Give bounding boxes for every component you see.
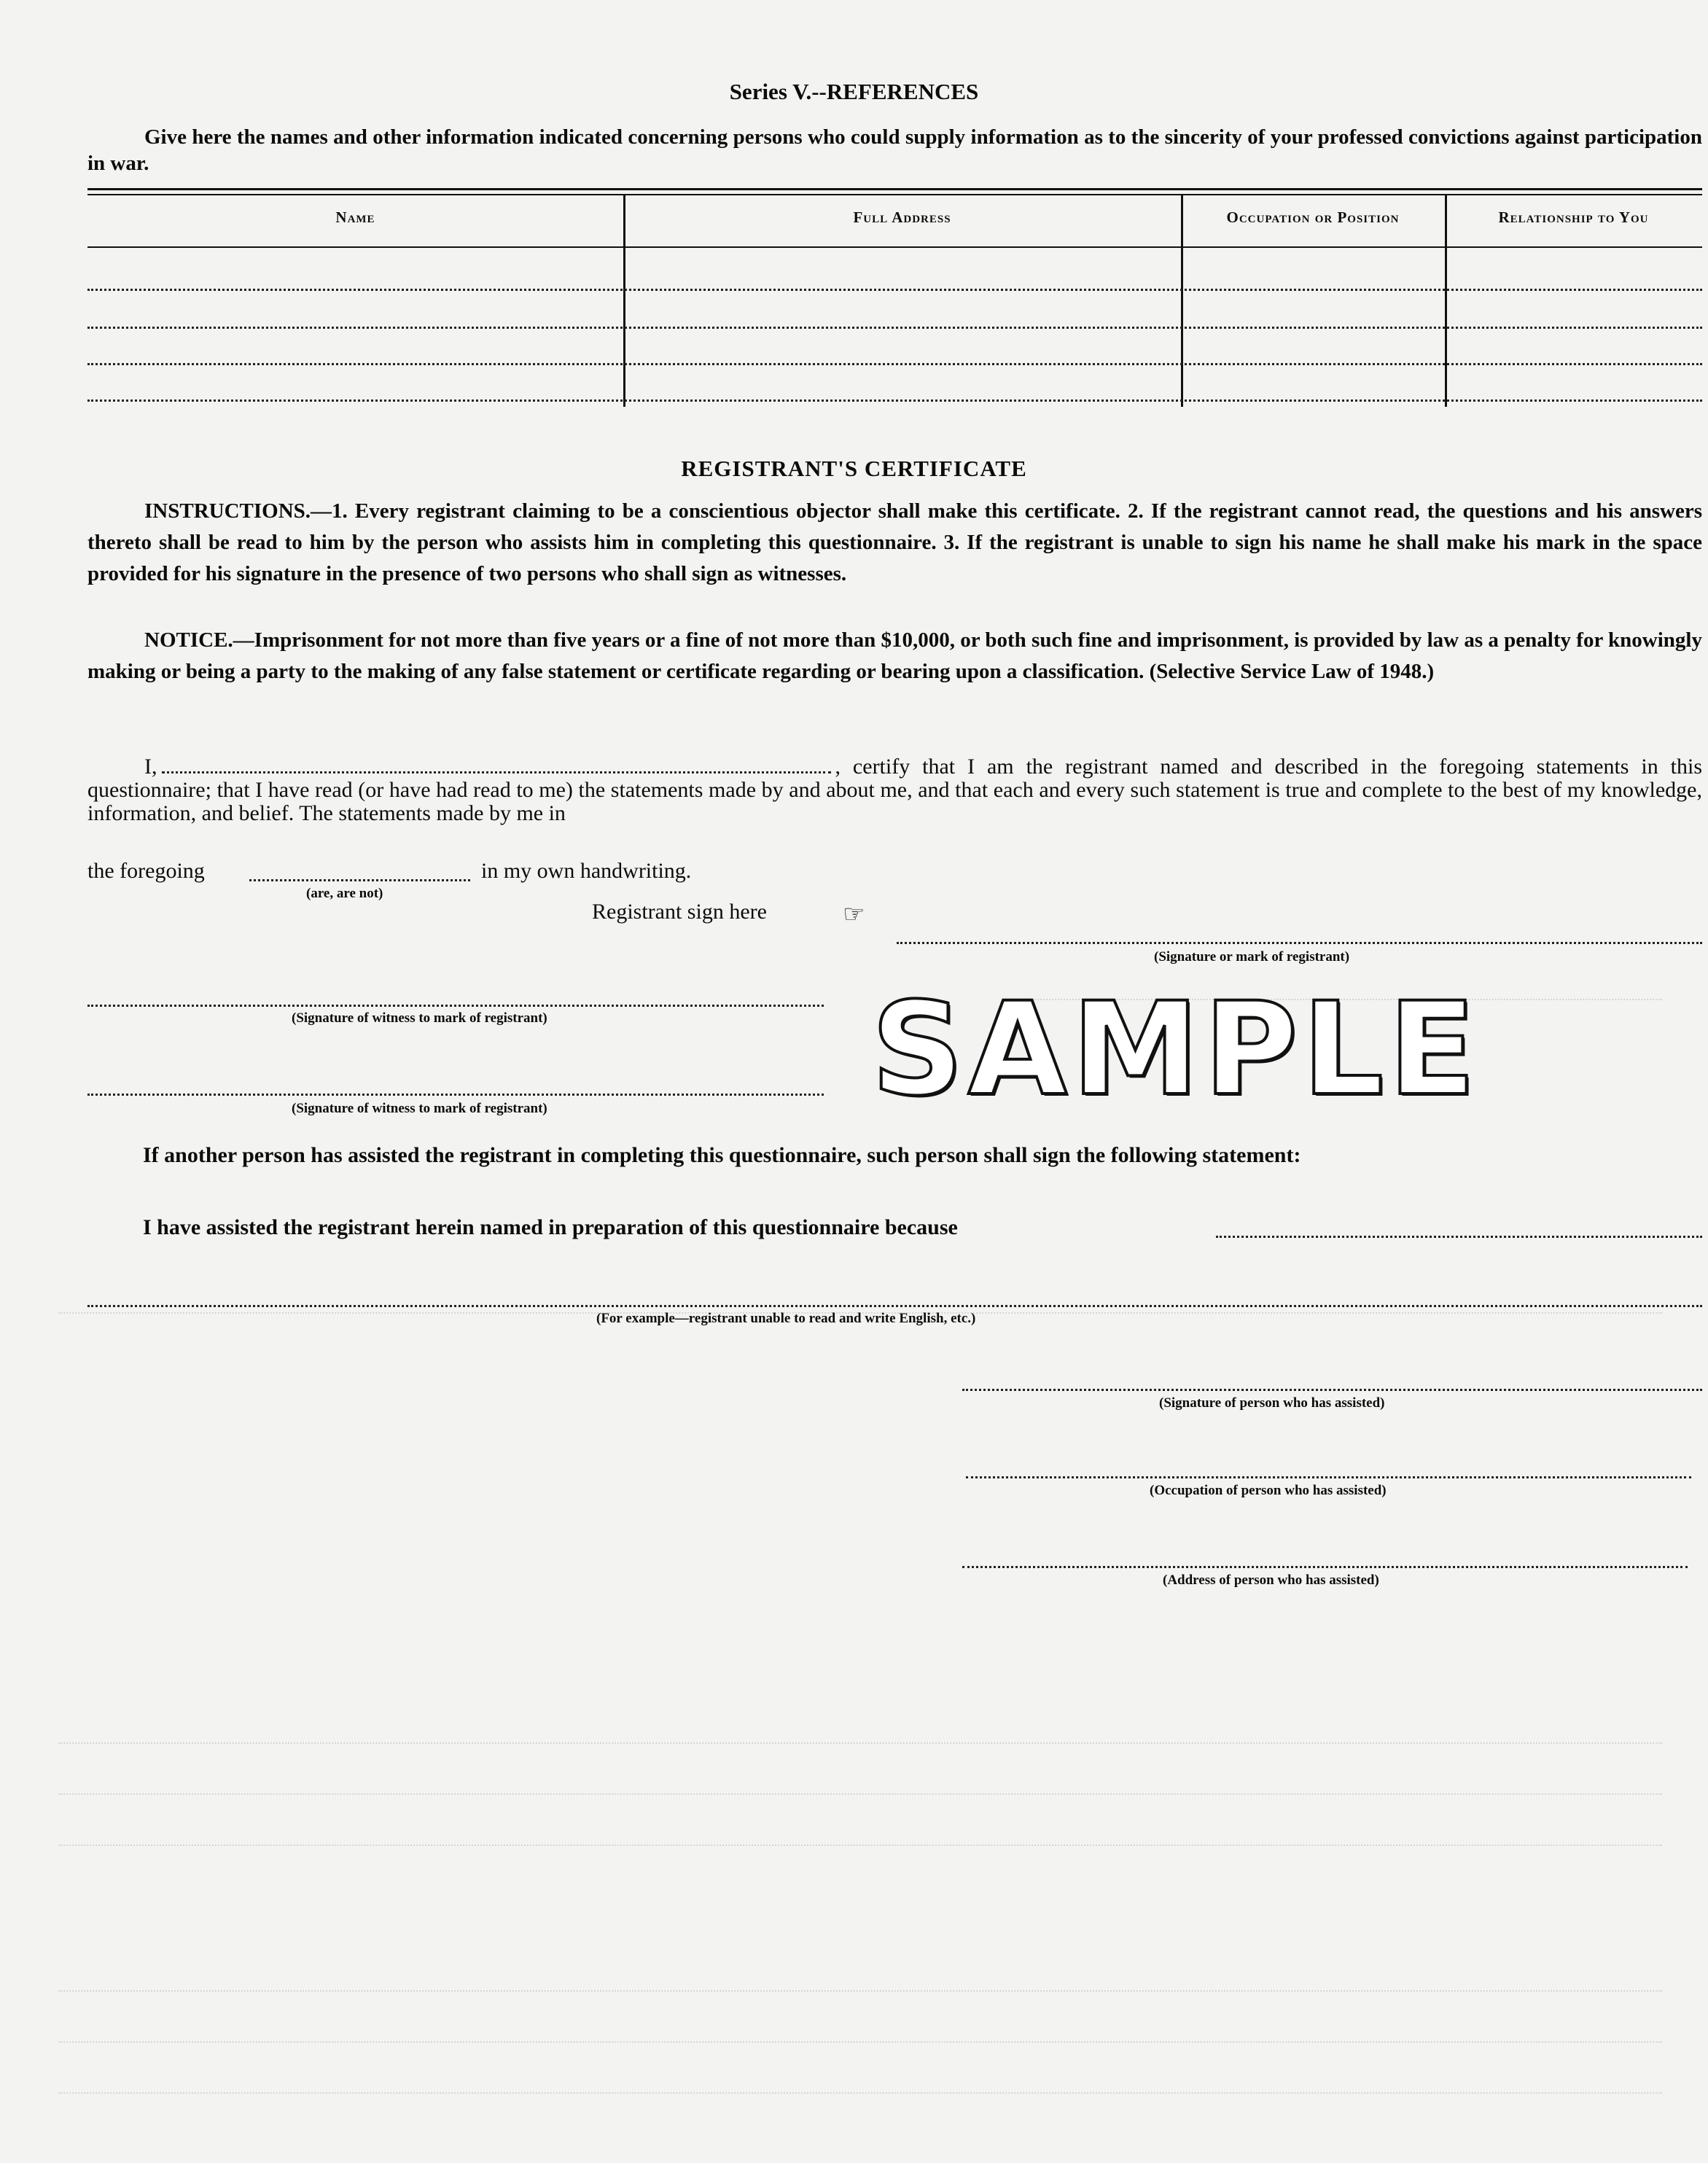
assistant-occupation-field[interactable]: [966, 1476, 1691, 1478]
table-row[interactable]: [87, 363, 1702, 365]
bleed-through-line: [58, 1742, 1662, 1744]
column-divider: [1181, 195, 1183, 407]
assistant-occupation-caption: (Occupation of person who has assisted): [1150, 1483, 1387, 1498]
column-header-address: Full Address: [853, 208, 951, 226]
table-row[interactable]: [87, 289, 1702, 291]
are-are-not-field[interactable]: [249, 879, 470, 881]
pointing-hand-icon: ☞: [843, 900, 865, 929]
instructions-paragraph: INSTRUCTIONS.—1. Every registrant claiming to be a conscientious objector shall make this certificate. 2. If the registrant cannot read, the questions and his answers thereto shall be read to him by the person who assists him in completing this questionnaire. 3. If the registrant is unable to sign his name he shall make his mark in the space provided for his signature in the presence of two persons who shall sign as witnesses.: [87, 499, 1702, 585]
column-header-name: Name: [335, 208, 375, 226]
witness-2-signature-field[interactable]: [87, 1094, 824, 1096]
foregoing-prefix: the foregoing: [87, 859, 205, 883]
bleed-through-line: [58, 1793, 1662, 1795]
assistant-signature-field[interactable]: [962, 1389, 1702, 1391]
references-table: [87, 188, 1702, 407]
assist-reason-field-continued[interactable]: [87, 1305, 1702, 1307]
table-row[interactable]: [87, 327, 1702, 329]
bleed-through-line: [58, 2041, 1662, 2043]
registrant-signature-field[interactable]: [897, 942, 1702, 944]
bleed-through-line: [58, 2092, 1662, 2094]
bleed-through-line: [58, 1990, 1662, 1992]
series-intro: Give here the names and other information indicated concerning persons who could supply information as to the sincerity of your professed convictions against participation in war.: [87, 125, 1702, 175]
assist-example-caption: (For example—registrant unable to read and write English, etc.): [596, 1311, 976, 1326]
assistant-address-caption: (Address of person who has assisted): [1163, 1572, 1379, 1588]
certificate-heading: REGISTRANT'S CERTIFICATE: [681, 456, 1027, 481]
certification-statement: I, , certify that I am the registrant named and described in the foregoing statements in this questionnaire; that I have read (or have had read to me) the statements made by and about me, and that each and every such statement is true and complete to the best of my knowledge, information, and belief. The statements made by me in: [87, 755, 1702, 825]
assistant-address-field[interactable]: [962, 1566, 1688, 1568]
sign-here-label: Registrant sign here: [592, 900, 767, 924]
table-header-rule: [87, 246, 1702, 248]
column-divider: [623, 195, 625, 407]
series-heading: Series V.--REFERENCES: [729, 79, 979, 104]
table-top-rule-inner: [87, 194, 1702, 195]
assist-reason-field[interactable]: [1216, 1236, 1702, 1238]
registrant-name-field[interactable]: [162, 771, 831, 773]
bleed-through-line: [58, 1844, 1662, 1846]
column-divider: [1445, 195, 1447, 407]
assist-intro: If another person has assisted the registrant in completing this questionnaire, such person shall sign the following statement:: [143, 1143, 1301, 1167]
table-row[interactable]: [87, 400, 1702, 402]
table-top-rule: [87, 188, 1702, 190]
column-header-occupation: Occupation or Position: [1226, 208, 1400, 226]
witness-1-caption: (Signature of witness to mark of registrant): [292, 1010, 547, 1026]
registrant-signature-caption: (Signature or mark of registrant): [1154, 949, 1350, 964]
are-are-not-caption: (are, are not): [306, 886, 383, 901]
sample-stamp: SAMPLE: [871, 975, 1481, 1124]
assistant-signature-caption: (Signature of person who has assisted): [1159, 1395, 1385, 1411]
notice-paragraph: NOTICE.—Imprisonment for not more than five years or a fine of not more than $10,000, or both such fine and imprisonment, is provided by law as a penalty for knowingly making or being a party to the making of any false statement or certificate regarding or bearing upon a classification. (Selective Service Law of 1948.): [87, 628, 1702, 683]
column-header-relationship: Relationship to You: [1498, 208, 1649, 226]
assist-statement: I have assisted the registrant herein named in preparation of this questionnaire because: [143, 1215, 958, 1239]
witness-2-caption: (Signature of witness to mark of registrant): [292, 1101, 547, 1116]
foregoing-suffix: in my own handwriting.: [481, 859, 692, 883]
witness-1-signature-field[interactable]: [87, 1005, 824, 1007]
